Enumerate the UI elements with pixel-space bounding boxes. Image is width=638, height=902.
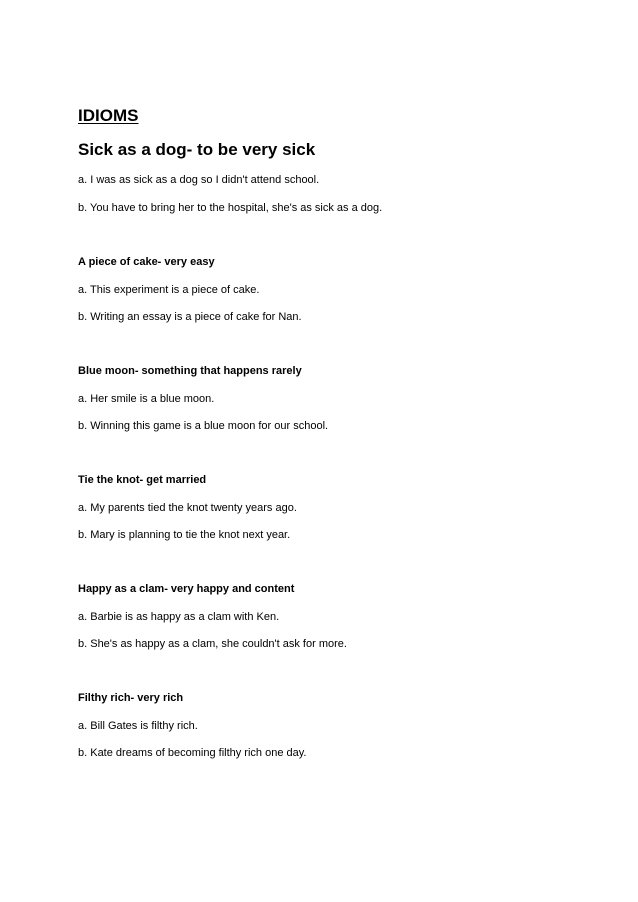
example-sentence: a. Her smile is a blue moon.	[78, 393, 215, 405]
example-sentence: b. She's as happy as a clam, she couldn't ask for more.	[78, 638, 347, 650]
idiom-heading: Happy as a clam- very happy and content	[78, 583, 295, 595]
example-sentence: b. Mary is planning to tie the knot next year.	[78, 529, 291, 541]
example-sentence: b. You have to bring her to the hospital, she's as sick as a dog.	[78, 202, 383, 214]
idiom-heading: Tie the knot- get married	[78, 474, 207, 486]
idiom-heading: Sick as a dog- to be very sick	[78, 140, 316, 159]
example-sentence: a. I was as sick as a dog so I didn't attend school.	[78, 174, 320, 186]
example-sentence: a. Bill Gates is filthy rich.	[78, 720, 198, 732]
example-sentence: a. This experiment is a piece of cake.	[78, 284, 260, 296]
idiom-heading: A piece of cake- very easy	[78, 256, 215, 268]
example-sentence: b. Winning this game is a blue moon for our school.	[78, 420, 329, 432]
example-sentence: b. Kate dreams of becoming filthy rich one day.	[78, 747, 307, 759]
example-sentence: a. My parents tied the knot twenty years ago.	[78, 502, 297, 514]
example-sentence: b. Writing an essay is a piece of cake for Nan.	[78, 311, 302, 323]
example-sentence: a. Barbie is as happy as a clam with Ken.	[78, 611, 280, 623]
idiom-heading: Blue moon- something that happens rarely	[78, 365, 302, 377]
idiom-heading: Filthy rich- very rich	[78, 692, 184, 704]
document-title: IDIOMS	[78, 106, 139, 125]
